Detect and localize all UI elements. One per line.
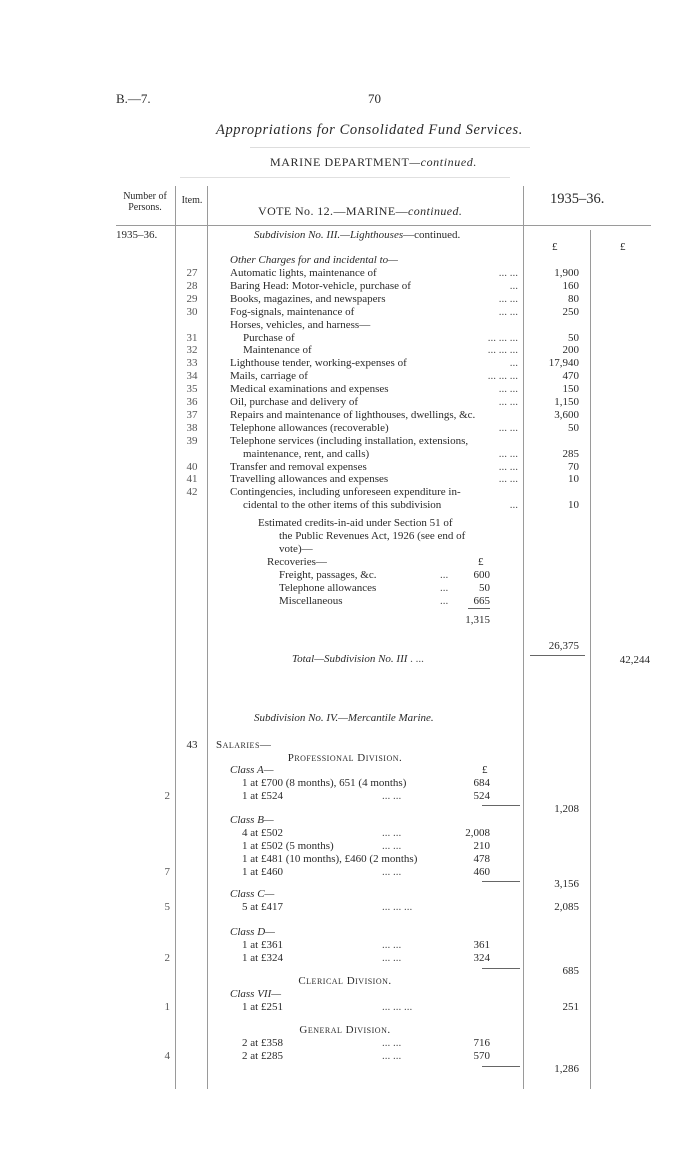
salary-line: 2 at £358 xyxy=(242,1037,283,1049)
page-number: 70 xyxy=(368,91,381,106)
line-item-description: Medical examinations and expenses xyxy=(230,383,389,396)
line-item-description: Fog-signals, maintenance of xyxy=(230,305,355,318)
salary-line: 1 at £524 xyxy=(242,790,283,802)
sum-rule xyxy=(482,1066,520,1067)
sum-rule xyxy=(482,968,520,969)
line-item-description: maintenance, rent, and calls) xyxy=(243,447,370,460)
persons-column-header: Number of Persons. xyxy=(123,191,167,213)
line-item-description: Horses, vehicles, and harness— xyxy=(230,318,371,331)
leader-dots: ... ... xyxy=(382,952,402,964)
pound-sign-col2: £ xyxy=(620,241,626,253)
line-item-description: Mails, carriage of xyxy=(230,370,308,383)
leader-dots: ... ... xyxy=(498,305,518,318)
number-of-persons: 4 xyxy=(164,1050,170,1062)
recoveries-total: 1,315 xyxy=(465,614,490,626)
salary-line: 1 at £700 (8 months), 651 (4 months) xyxy=(242,777,407,789)
line-item-description: Contingencies, including unforeseen expenditure in- xyxy=(230,486,461,499)
leader-dots: ... ... xyxy=(382,840,402,852)
line-item-amount: 470 xyxy=(562,370,579,383)
line-item-description: Oil, purchase and delivery of xyxy=(230,396,358,408)
class-heading: Class B— xyxy=(230,814,274,826)
line-item-description: Telephone services (including installation, extensions, xyxy=(230,434,469,447)
line-item-amount: 70 xyxy=(568,460,579,473)
department-continued: —continued. xyxy=(409,155,477,169)
number-of-persons: 2 xyxy=(164,790,170,802)
leader-dots: ... ... xyxy=(498,421,518,434)
subtotal-rule xyxy=(530,655,585,656)
column-rule-persons xyxy=(175,186,176,1089)
leader-dots: ... ... xyxy=(382,827,402,839)
subdivision-iii-continued: —continued. xyxy=(403,229,461,241)
other-charges-intro: Other Charges for and incidental to— xyxy=(230,254,398,266)
recovery-item-description: Telephone allowances xyxy=(279,582,377,594)
item-number: 28 xyxy=(186,279,198,292)
leader-dots: ... xyxy=(509,499,518,512)
item-number: 34 xyxy=(186,370,198,383)
class-heading: Class C— xyxy=(230,888,275,900)
line-item-amount: 10 xyxy=(568,473,579,486)
line-item-amount: 285 xyxy=(562,447,579,460)
number-of-persons: 5 xyxy=(164,901,170,913)
salary-line: 5 at £417 xyxy=(242,901,283,913)
salary-line: 1 at £481 (10 months), £460 (2 months) xyxy=(242,853,418,865)
item-number: 30 xyxy=(186,305,198,318)
title-rule xyxy=(250,147,530,148)
recovery-item-description: Miscellaneous xyxy=(279,595,343,607)
sum-rule xyxy=(482,881,520,882)
item-number: 29 xyxy=(186,292,198,305)
salary-line: 1 at £251 xyxy=(242,1001,283,1013)
class-total: 251 xyxy=(562,1001,579,1013)
recovery-item-amount: 665 xyxy=(473,595,490,607)
salary-amount: 716 xyxy=(473,1037,490,1049)
salary-amount: 361 xyxy=(473,939,490,951)
salary-line: 4 at £502 xyxy=(242,827,283,839)
line-item-description: Books, magazines, and newspapers xyxy=(230,292,386,305)
number-of-persons: 1 xyxy=(164,1001,170,1013)
line-item-description: Baring Head: Motor-vehicle, purchase of xyxy=(230,279,411,292)
leader-dots: ... ... xyxy=(382,790,402,802)
column-header-rule xyxy=(116,225,651,226)
page-title: Appropriations for Consolidated Fund Services. xyxy=(216,122,523,138)
line-item-amount: 1,150 xyxy=(554,396,579,408)
class-total: 1,286 xyxy=(554,1063,579,1075)
leader-dots: ... ... xyxy=(498,396,518,408)
column-rule-amount2 xyxy=(590,230,591,1089)
subdivision-iii-total-dots: . ... xyxy=(410,653,424,665)
line-item-amount: 250 xyxy=(562,305,579,318)
persons-year: 1935–36. xyxy=(116,229,158,241)
column-rule-amount1 xyxy=(523,186,524,1089)
line-item-amount: 200 xyxy=(562,344,579,357)
salary-line: 1 at £502 (5 months) xyxy=(242,840,334,852)
leader-dots: ... ... xyxy=(382,1050,402,1062)
subdivision-iii-heading xyxy=(254,229,460,242)
salary-amount: 324 xyxy=(473,952,490,964)
salary-amount: 478 xyxy=(473,853,490,865)
line-item-description: Maintenance of xyxy=(243,344,312,357)
line-item-amount: 17,940 xyxy=(548,357,579,370)
salary-line: 1 at £460 xyxy=(242,866,283,878)
subdivision-iv-heading: Subdivision No. IV.—Mercantile Marine. xyxy=(254,712,434,724)
item-number: 33 xyxy=(186,357,198,370)
sum-rule xyxy=(482,805,520,806)
class-heading: Class A— xyxy=(230,764,274,776)
line-item-amount: 50 xyxy=(568,421,579,434)
line-item-description: Transfer and removal expenses xyxy=(230,460,367,473)
recovery-item-amount: 50 xyxy=(479,582,490,594)
leader-dots: ... xyxy=(440,569,449,581)
leader-dots: ... ... ... xyxy=(382,1001,413,1013)
item-number: 39 xyxy=(186,434,198,447)
class-total: 3,156 xyxy=(554,878,579,890)
line-item-description: Repairs and maintenance of lighthouses, dwellings, &c. xyxy=(230,408,476,421)
line-item-description: Automatic lights, maintenance of xyxy=(230,267,377,279)
class-heading: Class VII— xyxy=(230,988,282,1000)
page-reference: B.—7. xyxy=(116,91,151,106)
number-of-persons: 7 xyxy=(164,866,170,878)
salary-amount: 460 xyxy=(473,866,490,878)
salary-amount: 570 xyxy=(473,1050,490,1062)
leader-dots: ... ... xyxy=(382,866,402,878)
subdivision-iii-subtotal: 26,375 xyxy=(548,640,579,652)
pound-sign-col1: £ xyxy=(552,241,558,253)
division-heading: Professional Division. xyxy=(287,752,403,764)
line-item-description: Lighthouse tender, working-expenses of xyxy=(230,357,407,370)
division-heading: General Division. xyxy=(299,1024,391,1036)
credits-line-3: vote)— xyxy=(279,543,313,555)
line-item-amount: 10 xyxy=(568,499,579,512)
subdivision-iii-total-row xyxy=(292,653,424,666)
column-rule-item xyxy=(207,186,208,1089)
item-number: 32 xyxy=(186,344,198,357)
item-number: 42 xyxy=(186,486,198,499)
item-number: 31 xyxy=(186,331,198,344)
leader-dots: ... ... ... xyxy=(382,901,413,913)
line-item-description: Travelling allowances and expenses xyxy=(230,473,389,486)
leader-dots: ... xyxy=(509,357,518,370)
department-heading xyxy=(270,155,477,170)
header-rule xyxy=(180,177,510,178)
pound-sign: £ xyxy=(482,764,488,776)
item-number: 40 xyxy=(186,460,198,473)
leader-dots: ... ... xyxy=(498,460,518,473)
vote-title: VOTE No. 12.—MARINE— xyxy=(258,204,408,218)
class-total: 685 xyxy=(562,965,579,977)
item-column-header: Item. xyxy=(181,195,203,206)
line-item-description: cidental to the other items of this subdivision xyxy=(243,499,442,512)
leader-dots: ... ... xyxy=(382,1037,402,1049)
recovery-item-description: Freight, passages, &c. xyxy=(279,569,377,581)
leader-dots: ... ... xyxy=(498,383,518,396)
leader-dots: ... xyxy=(440,582,449,594)
salary-line: 2 at £285 xyxy=(242,1050,283,1062)
leader-dots: ... ... xyxy=(498,473,518,486)
salary-amount: 524 xyxy=(473,790,490,802)
subdivision-iii-total: 42,244 xyxy=(619,654,650,666)
line-item-amount: 160 xyxy=(562,279,579,292)
line-item-amount: 50 xyxy=(568,331,579,344)
leader-dots: ... ... ... xyxy=(487,331,518,344)
department-name: MARINE DEPARTMENT xyxy=(270,155,410,169)
item-number: 35 xyxy=(186,383,198,396)
salary-amount: 210 xyxy=(473,840,490,852)
line-item-amount: 3,600 xyxy=(554,408,579,421)
line-item-description: Telephone allowances (recoverable) xyxy=(230,421,389,434)
item-number: 27 xyxy=(186,267,198,279)
item-number: 37 xyxy=(186,408,198,421)
leader-dots: ... xyxy=(509,279,518,292)
leader-dots: ... ... xyxy=(498,447,518,460)
leader-dots: ... ... xyxy=(382,939,402,951)
item-number: 38 xyxy=(186,421,198,434)
line-item-amount: 80 xyxy=(568,292,579,305)
subdivision-iii-title: Subdivision No. III.—Lighthouses xyxy=(254,229,404,241)
vote-continued: continued. xyxy=(408,204,463,218)
line-item-amount: 1,900 xyxy=(554,267,579,279)
salary-line: 1 at £361 xyxy=(242,939,283,951)
subdivision-iii-total-label: Total—Subdivision No. III xyxy=(292,653,408,665)
item-43: 43 xyxy=(186,739,198,751)
vote-heading xyxy=(258,204,462,219)
leader-dots: ... ... xyxy=(498,292,518,305)
line-item-amount: 150 xyxy=(562,383,579,396)
credits-line-1: Estimated credits-in-aid under Section 51 of xyxy=(258,517,453,529)
leader-dots: ... ... ... xyxy=(487,370,518,383)
recovery-item-amount: 600 xyxy=(473,569,490,581)
recoveries-sum-rule xyxy=(468,608,490,609)
year-column-header: 1935–36. xyxy=(550,191,605,207)
recoveries-pound: £ xyxy=(478,556,484,568)
salary-line: 1 at £324 xyxy=(242,952,283,964)
division-heading: Clerical Division. xyxy=(298,975,392,987)
item-number: 36 xyxy=(186,396,198,408)
leader-dots: ... ... ... xyxy=(487,344,518,357)
salary-amount: 684 xyxy=(473,777,490,789)
salaries-heading: Salaries— xyxy=(216,739,272,751)
salary-amount: 2,008 xyxy=(465,827,490,839)
recoveries-label: Recoveries— xyxy=(267,556,327,568)
leader-dots: ... ... xyxy=(498,267,518,279)
line-item-description: Purchase of xyxy=(243,331,295,344)
class-heading: Class D— xyxy=(230,926,275,938)
number-of-persons: 2 xyxy=(164,952,170,964)
class-total: 1,208 xyxy=(554,803,579,815)
credits-line-2: the Public Revenues Act, 1926 (see end of xyxy=(279,530,466,542)
item-number: 41 xyxy=(186,473,198,486)
class-total: 2,085 xyxy=(554,901,579,913)
leader-dots: ... xyxy=(440,595,449,607)
